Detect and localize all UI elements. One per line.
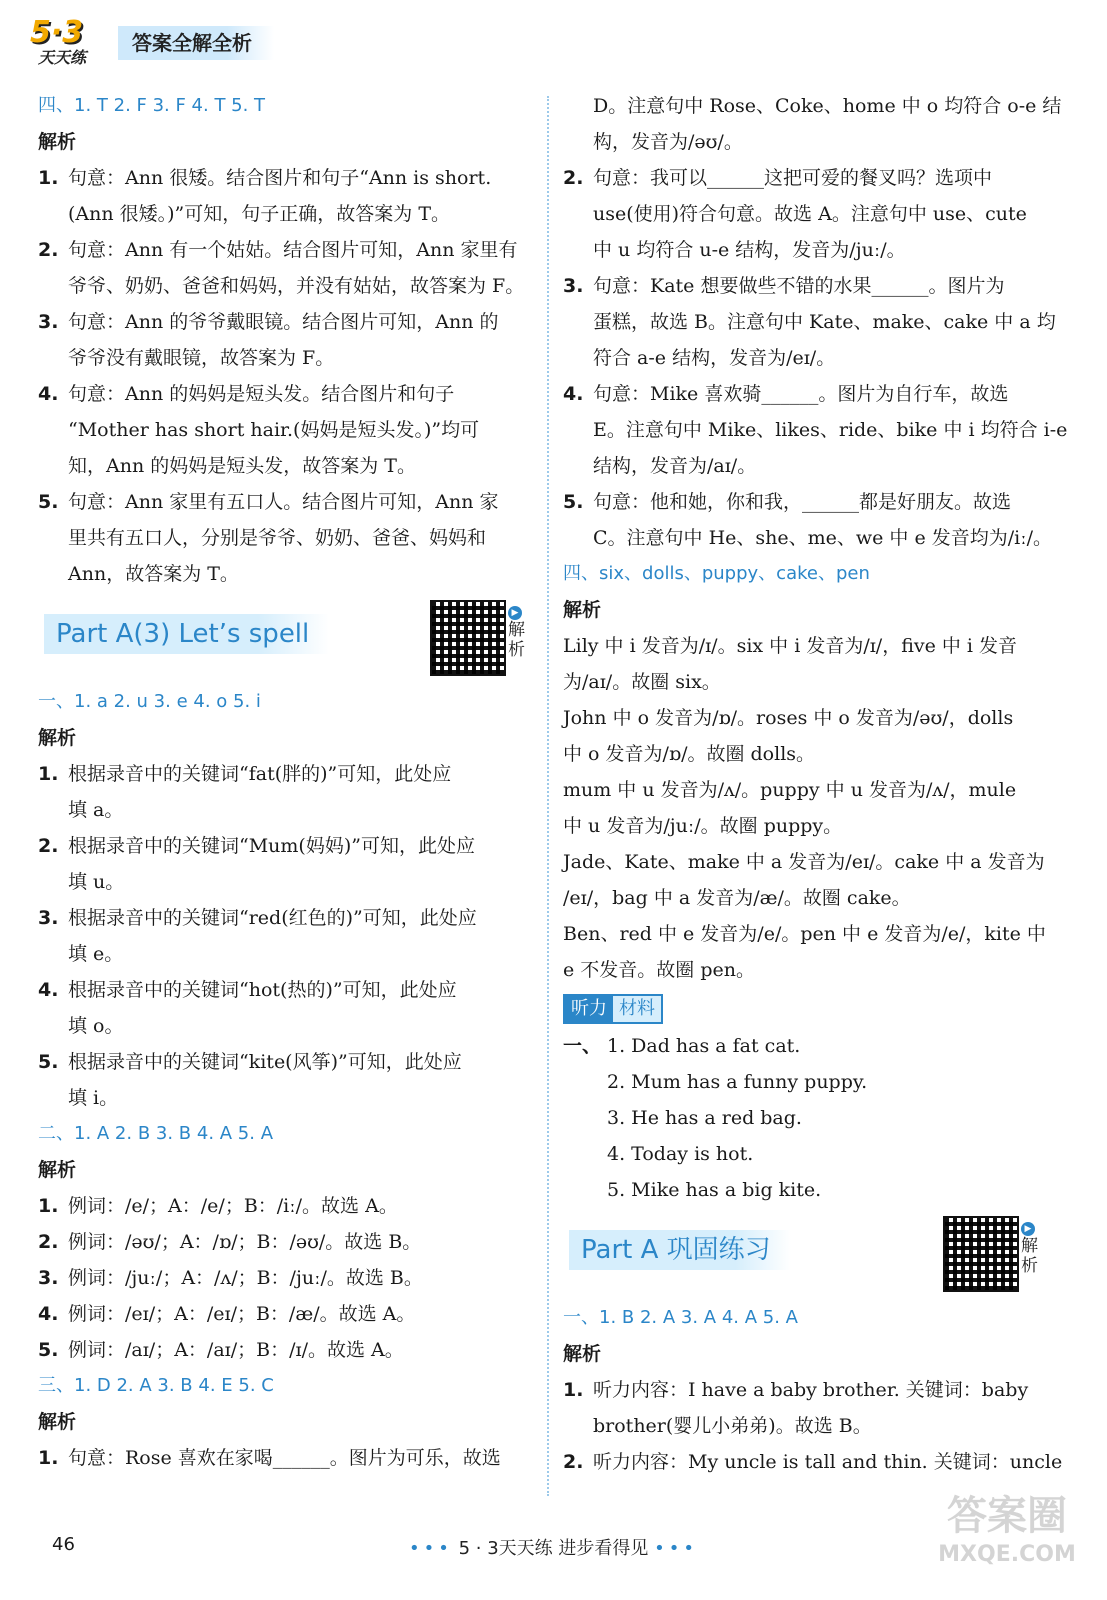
listening-script-tag: 听力 材料	[563, 994, 663, 1024]
item-number: 3.	[38, 311, 59, 333]
answer-item	[38, 1332, 530, 1368]
answer-item	[38, 1188, 530, 1224]
item-line: 句意：Mike 喜欢骑______。图片为自行车，故选	[593, 383, 1009, 405]
item-line: 根据录音中的关键词“hot(热的)”可知，此处应	[68, 979, 457, 1001]
item-number: 1.	[38, 1195, 59, 1217]
item-line: 填 i。	[68, 1087, 119, 1109]
item-line: 爷爷、奶奶、爸爸和妈妈，并没有姑姑，故答案为 F。	[68, 275, 525, 297]
answer-item	[38, 1296, 530, 1332]
analysis-label: 解析	[38, 1159, 77, 1181]
answer-item	[563, 376, 1068, 484]
item-line: 例词：/əʊ/；A：/ɒ/；B：/əʊ/。故选 B。	[68, 1231, 422, 1253]
item-number: 4.	[38, 383, 59, 405]
answer-item	[38, 972, 530, 1044]
script-line: 3. He has a red bag.	[607, 1107, 802, 1129]
item-line: 例词：/aɪ/；A：/aɪ/；B：/ɪ/。故选 A。	[68, 1339, 404, 1361]
item-number: 3.	[38, 1267, 59, 1289]
brand-logo: 5·3 天天练	[30, 15, 87, 67]
section-banner	[38, 600, 530, 678]
text-line: 中 u 发音为/juː/。故圈 puppy。	[563, 815, 843, 837]
column-divider	[547, 96, 549, 1496]
play-icon: ▶	[508, 606, 522, 620]
qr-caption: ▶ 解析	[508, 608, 525, 660]
listening-script	[563, 1028, 1068, 1208]
item-line: 中 u 均符合 u-e 结构，发音为/juː/。	[593, 239, 906, 261]
item-line: 句意：Rose 喜欢在家喝______。图片为可乐，故选	[68, 1447, 501, 1469]
item-line: 根据录音中的关键词“fat(胖的)”可知，此处应	[68, 763, 452, 785]
text-line: 中 o 发音为/ɒ/。故圈 dolls。	[563, 743, 816, 765]
item-line: D。注意句中 Rose、Coke、home 中 o 均符合 o-e 结	[593, 95, 1062, 117]
page-header	[30, 14, 360, 74]
item-number: 1.	[38, 1447, 59, 1469]
text-line: Jade、Kate、make 中 a 发音为/eɪ/。cake 中 a 发音为	[563, 851, 1045, 873]
item-line: E。注意句中 Mike、likes、ride、bike 中 i 均符合 i-e	[593, 419, 1068, 441]
answer-item	[38, 828, 530, 900]
script-line: 2. Mum has a funny puppy.	[607, 1071, 868, 1093]
item-line: 句意：Ann 家里有五口人。结合图片可知，Ann 家	[68, 491, 499, 513]
item-number: 2.	[38, 1231, 59, 1253]
item-number: 5.	[38, 1051, 59, 1073]
text-line: 为/aɪ/。故圈 six。	[563, 671, 721, 693]
item-line: “Mother has short hair.(妈妈是短头发。)”均可	[68, 419, 480, 441]
text-line: mum 中 u 发音为/ʌ/。puppy 中 u 发音为/ʌ/，mule	[563, 779, 1017, 801]
answer-item	[38, 1224, 530, 1260]
item-number: 4.	[563, 383, 584, 405]
site-watermark: 答案圈 MXQE.COM	[938, 1493, 1076, 1567]
answer-item	[38, 232, 530, 304]
answer-item-continued	[563, 88, 1068, 160]
item-line: 听力内容：My uncle is tall and thin. 关键词：uncle	[593, 1451, 1063, 1473]
analysis-label: 解析	[563, 599, 602, 621]
answer-item	[38, 756, 530, 828]
item-line: 例词：/eɪ/；A：/eɪ/；B：/æ/。故选 A。	[68, 1303, 416, 1325]
item-line: 例词：/e/；A：/e/；B：/iː/。故选 A。	[68, 1195, 398, 1217]
answer-item	[563, 268, 1068, 376]
answer-item	[38, 900, 530, 972]
item-line: 句意：Ann 有一个姑姑。结合图片可知，Ann 家里有	[68, 239, 518, 261]
item-number: 1.	[38, 167, 59, 189]
item-number: 4.	[38, 1303, 59, 1325]
answer-item	[38, 484, 530, 592]
script-line: 5. Mike has a big kite.	[607, 1179, 822, 1201]
item-line: 句意：Ann 的妈妈是短头发。结合图片和句子	[68, 383, 455, 405]
item-line: 构，发音为/əʊ/。	[593, 131, 743, 153]
item-number: 2.	[38, 239, 59, 261]
section-mark: 一、	[563, 1035, 602, 1057]
item-line: 根据录音中的关键词“red(红色的)”可知，此处应	[68, 907, 477, 929]
analysis-label: 解析	[563, 1343, 602, 1365]
item-number: 2.	[563, 167, 584, 189]
text-line: John 中 o 发音为/ɒ/。roses 中 o 发音为/əʊ/，dolls	[563, 707, 1014, 729]
item-line: 知，Ann 的妈妈是短头发，故答案为 T。	[68, 455, 416, 477]
play-icon: ▶	[1021, 1222, 1035, 1236]
right-column	[563, 88, 1068, 1480]
item-line: 符合 a-e 结构，发音为/eɪ/。	[593, 347, 836, 369]
script-line: 4. Today is hot.	[607, 1143, 754, 1165]
item-line: 爷爷没有戴眼镜，故答案为 F。	[68, 347, 335, 369]
item-line: 例词：/juː/；A：/ʌ/；B：/juː/。故选 B。	[68, 1267, 423, 1289]
analysis-label: 解析	[38, 131, 77, 153]
item-line: 里共有五口人，分别是爷爷、奶奶、爸爸、妈妈和	[68, 527, 487, 549]
item-line: 结构，发音为/aɪ/。	[593, 455, 757, 477]
item-number: 2.	[38, 835, 59, 857]
answer-key: 四、1. T 2. F 3. F 4. T 5. T	[38, 95, 266, 116]
item-number: 5.	[38, 1339, 59, 1361]
section-title: Part A(3) Let’s spell	[44, 614, 329, 654]
text-line: Ben、red 中 e 发音为/e/。pen 中 e 发音为/e/，kite 中	[563, 923, 1046, 945]
answer-key: 一、1. a 2. u 3. e 4. o 5. i	[38, 691, 261, 712]
analysis-label: 解析	[38, 1411, 77, 1433]
left-column	[38, 88, 530, 1476]
item-number: 5.	[38, 491, 59, 513]
analysis-label: 解析	[38, 727, 77, 749]
item-line: 蛋糕，故选 B。注意句中 Kate、make、cake 中 a 均	[593, 311, 1056, 333]
answer-item	[38, 1044, 530, 1116]
item-line: use(使用)符合句意。故选 A。注意句中 use、cute	[593, 203, 1027, 225]
qr-code	[943, 1216, 1019, 1292]
answer-item	[563, 1372, 1068, 1444]
answer-item	[38, 1440, 530, 1476]
answer-key: 三、1. D 2. A 3. B 4. E 5. C	[38, 1375, 274, 1396]
item-number: 2.	[563, 1451, 584, 1473]
answer-item	[38, 1260, 530, 1296]
item-line: 句意：他和她，你和我，______都是好朋友。故选	[593, 491, 1012, 513]
item-line: 填 a。	[68, 799, 124, 821]
answer-item	[563, 160, 1068, 268]
answer-item	[563, 484, 1068, 556]
item-line: Ann，故答案为 T。	[68, 563, 239, 585]
item-line: 句意：我可以______这把可爱的餐叉吗？选项中	[593, 167, 993, 189]
text-line: Lily 中 i 发音为/ɪ/。six 中 i 发音为/ɪ/，five 中 i 发音	[563, 635, 1018, 657]
item-line: 填 e。	[68, 943, 124, 965]
item-line: 填 u。	[68, 871, 125, 893]
text-line: e 不发音。故圈 pen。	[563, 959, 755, 981]
footer-slogan: ••• 5 · 3天天练 进步看得见 •••	[409, 1538, 698, 1559]
answer-item	[563, 1444, 1068, 1480]
item-number: 1.	[38, 763, 59, 785]
item-line: 听力内容：I have a baby brother. 关键词：baby	[593, 1379, 1029, 1401]
item-number: 3.	[563, 275, 584, 297]
section-banner	[563, 1216, 1068, 1294]
answer-key: 二、1. A 2. B 3. B 4. A 5. A	[38, 1123, 274, 1144]
item-number: 4.	[38, 979, 59, 1001]
item-line: brother(婴儿小弟弟)。故选 B。	[593, 1415, 872, 1437]
qr-code	[430, 600, 506, 676]
answer-key: 四、six、dolls、puppy、cake、pen	[563, 563, 870, 584]
item-number: 5.	[563, 491, 584, 513]
item-line: 句意：Kate 想要做些不错的水果______。图片为	[593, 275, 1005, 297]
analysis-text	[563, 628, 1068, 988]
item-number: 1.	[563, 1379, 584, 1401]
item-line: 根据录音中的关键词“Mum(妈妈)”可知，此处应	[68, 835, 475, 857]
text-line: /eɪ/，bag 中 a 发音为/æ/。故圈 cake。	[563, 887, 911, 909]
page-number: 46	[52, 1534, 75, 1555]
qr-caption: ▶ 解析	[1021, 1224, 1038, 1276]
answer-item	[38, 376, 530, 484]
item-line: 填 o。	[68, 1015, 124, 1037]
answer-key: 一、1. B 2. A 3. A 4. A 5. A	[563, 1307, 798, 1328]
item-line: 句意：Ann 的爷爷戴眼镜。结合图片可知，Ann 的	[68, 311, 499, 333]
item-line: 根据录音中的关键词“kite(风筝)”可知，此处应	[68, 1051, 462, 1073]
item-line: C。注意句中 He、she、me、we 中 e 发音均为/iː/。	[593, 527, 1053, 549]
answer-item	[38, 160, 530, 232]
header-tag: 答案全解全析	[118, 26, 274, 60]
script-line: 一、 1. Dad has a fat cat.	[563, 1028, 1068, 1064]
item-number: 3.	[38, 907, 59, 929]
item-line: (Ann 很矮。)”可知，句子正确，故答案为 T。	[68, 203, 450, 225]
item-line: 句意：Ann 很矮。结合图片和句子“Ann is short.	[68, 167, 492, 189]
answer-item	[38, 304, 530, 376]
section-title: Part A 巩固练习	[569, 1230, 791, 1270]
